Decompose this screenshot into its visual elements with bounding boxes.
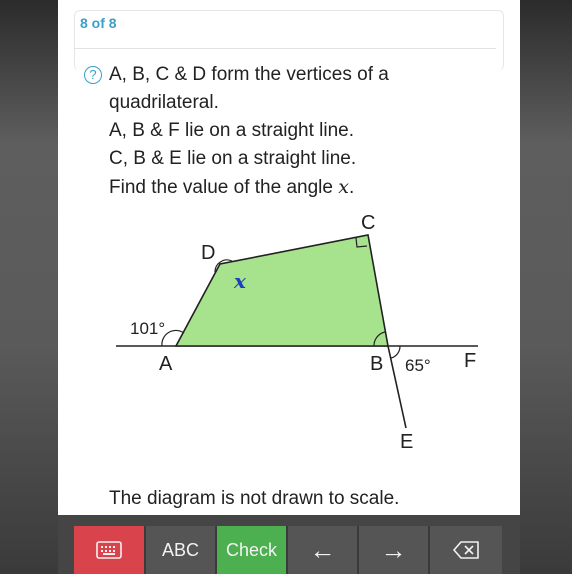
question-variable: x	[338, 176, 349, 198]
arrow-left-button[interactable]	[288, 526, 359, 574]
label-a: A	[159, 353, 173, 375]
answer-toolbar	[58, 515, 520, 574]
question-prompt: Find the value of the angle	[109, 177, 339, 198]
question-card	[58, 0, 520, 520]
label-f: F	[464, 350, 477, 372]
progress-indicator: 8 of 8	[80, 15, 117, 31]
arrow-right-icon: →	[380, 534, 407, 565]
angle-label-x: x	[234, 269, 246, 293]
abc-button[interactable]: ABC	[146, 526, 217, 574]
keyboard-icon	[96, 541, 122, 559]
question-line-2: quadrilateral.	[109, 92, 219, 113]
header-divider	[74, 48, 496, 49]
line-be	[388, 346, 406, 428]
backspace-icon	[453, 541, 479, 559]
arrow-right-button[interactable]	[359, 526, 430, 574]
keyboard-button[interactable]	[74, 526, 146, 574]
question-line-3: A, B & F lie on a straight line.	[109, 120, 355, 141]
geometry-diagram	[58, 200, 520, 470]
label-e: E	[400, 431, 414, 453]
label-c: C	[361, 212, 376, 234]
question-line-1: A, B, C & D form the vertices of a	[109, 64, 389, 85]
background-right	[520, 0, 572, 574]
check-button[interactable]: Check	[217, 526, 288, 574]
arrow-left-icon: ←	[309, 534, 336, 565]
backspace-button[interactable]	[430, 526, 502, 574]
question-period: .	[348, 177, 355, 198]
background-left	[0, 0, 58, 574]
label-d: D	[201, 242, 216, 264]
label-b: B	[370, 353, 384, 375]
angle-label-a: 101°	[130, 319, 166, 338]
scale-note: The diagram is not drawn to scale.	[109, 488, 400, 509]
question-line-5	[109, 176, 354, 199]
angle-arc-fbe	[391, 346, 400, 358]
angle-label-b: 65°	[405, 356, 431, 375]
question-line-4: C, B & E lie on a straight line.	[109, 148, 357, 169]
question-header	[74, 10, 504, 71]
help-icon[interactable]: ?	[84, 66, 102, 84]
